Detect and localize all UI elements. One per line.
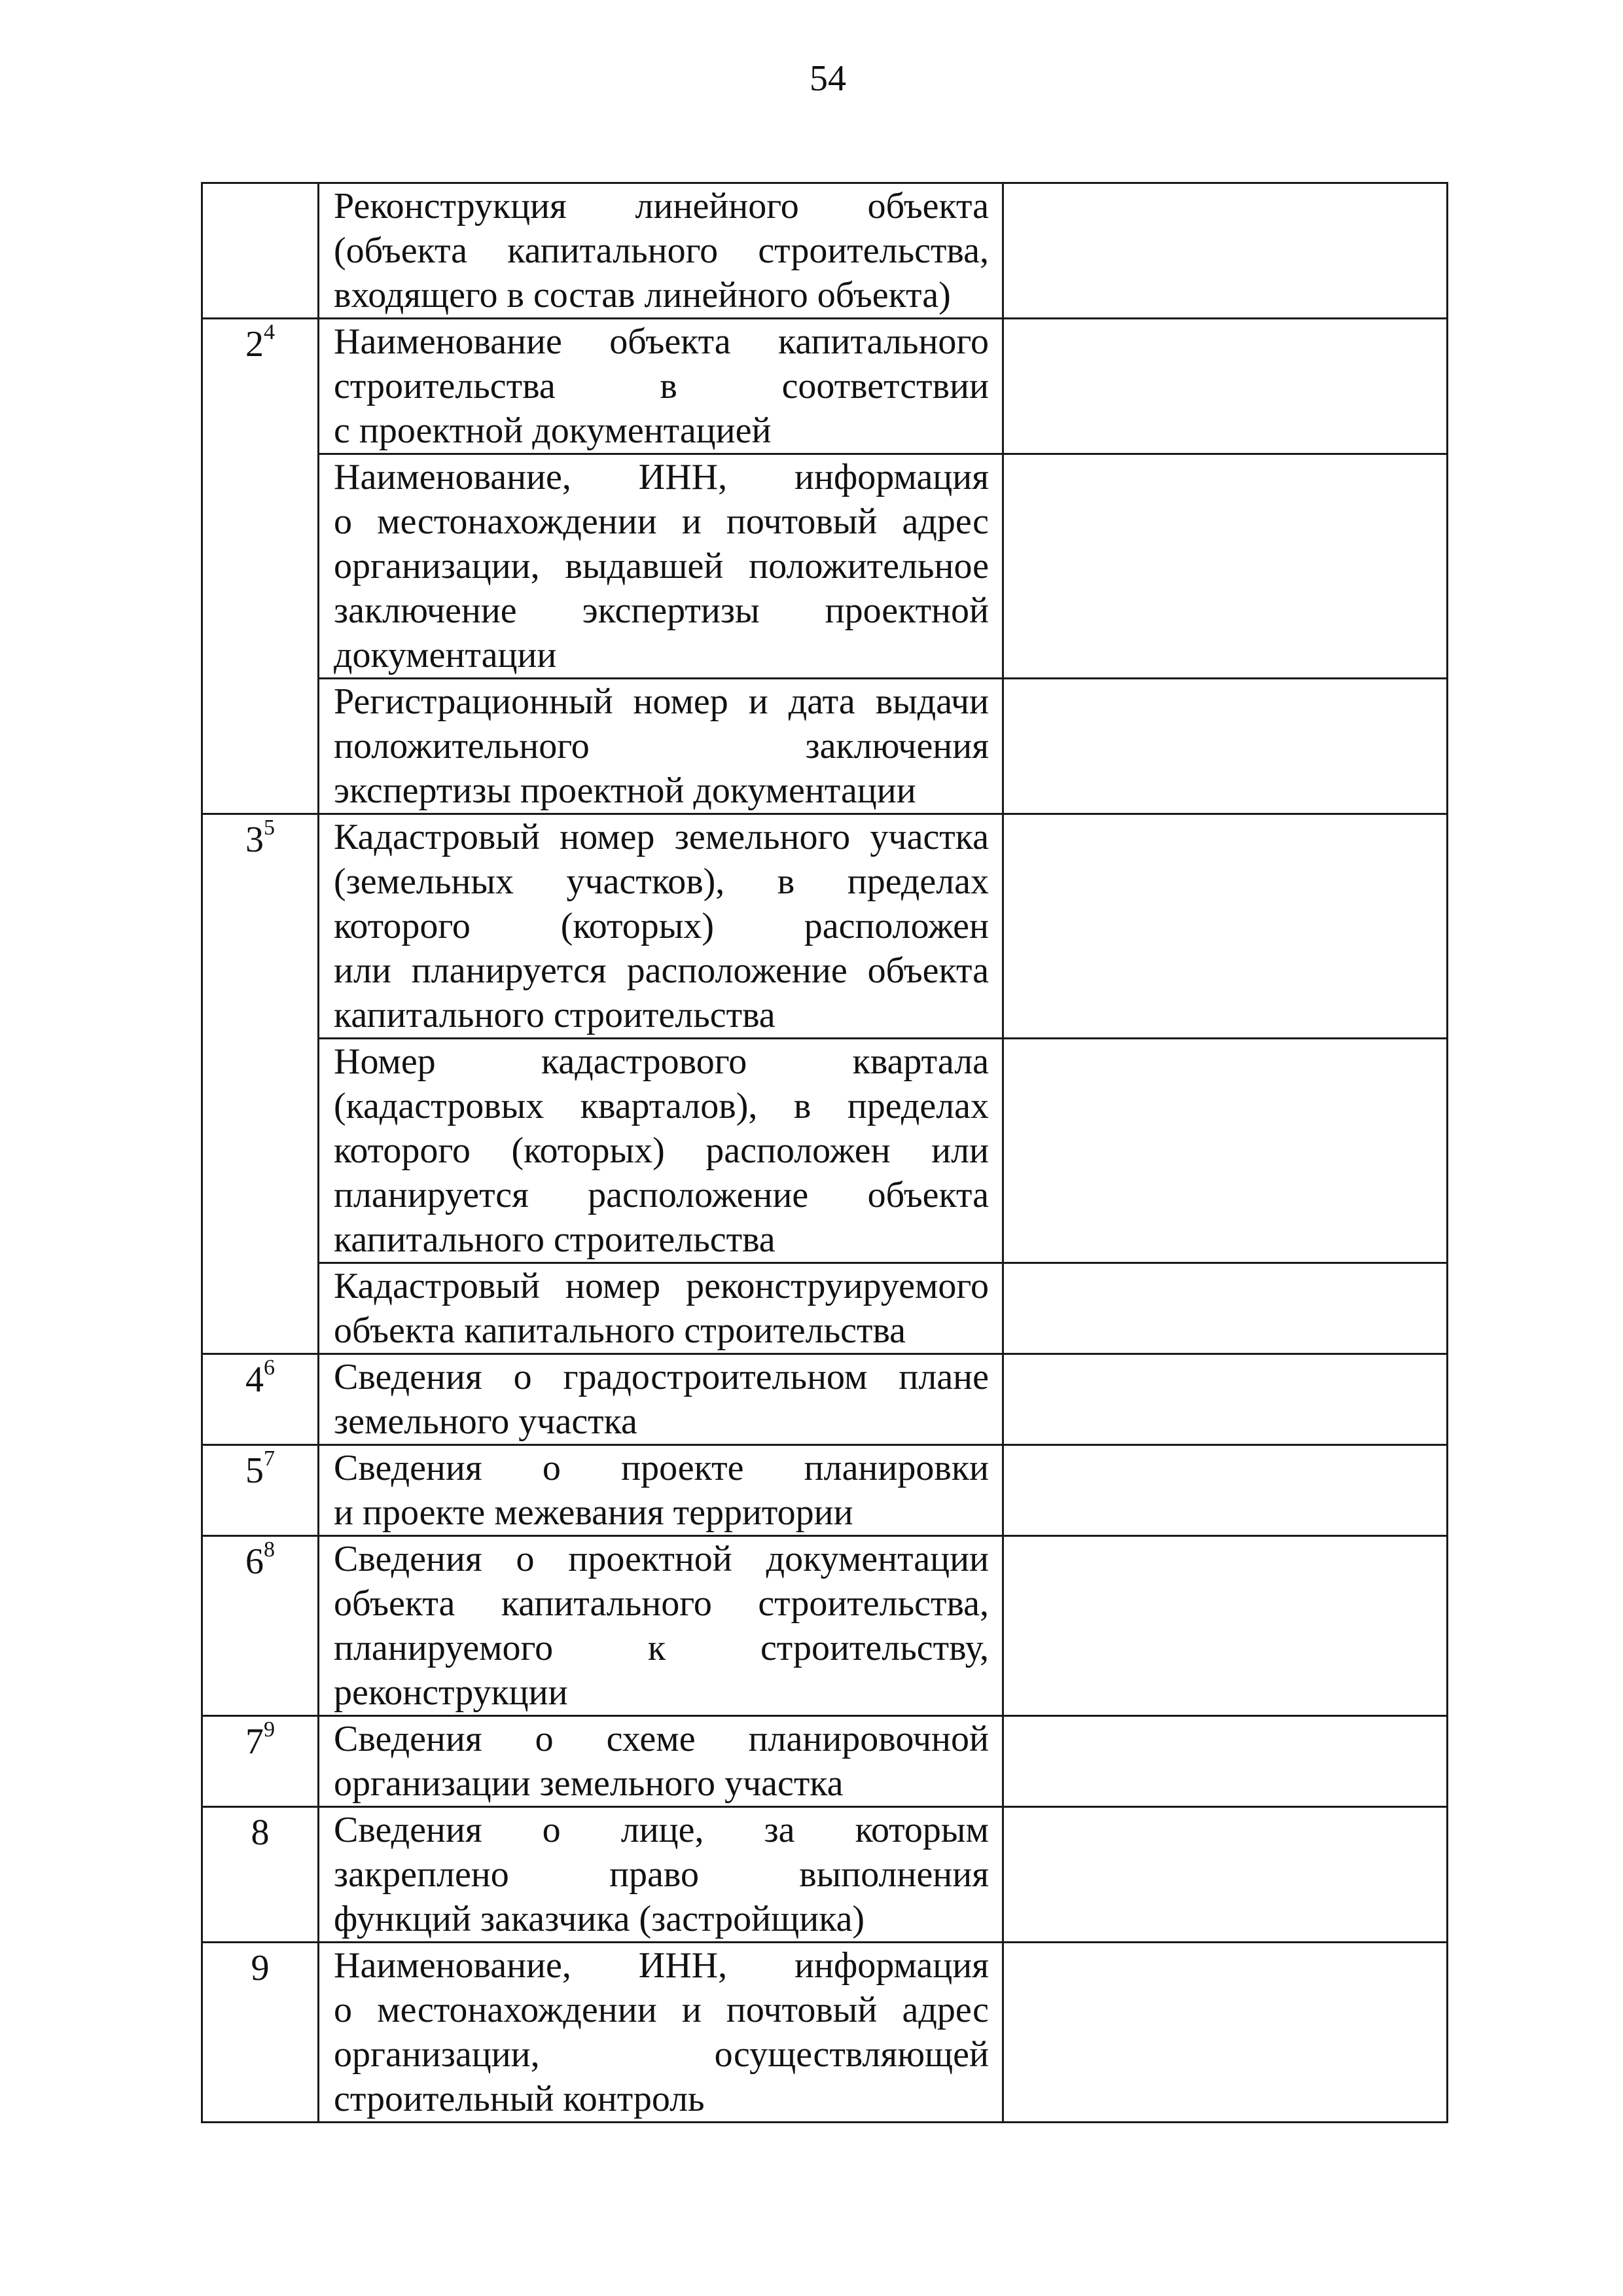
- table-row: [202, 454, 1448, 679]
- row-number-cell: [202, 814, 319, 1354]
- row-number-footnote: 6: [264, 1355, 275, 1380]
- row-value-cell[interactable]: [1003, 1536, 1448, 1716]
- row-value-cell[interactable]: [1003, 814, 1448, 1039]
- description-line: Наименование, ИНН, информация: [334, 457, 989, 497]
- row-number: 9: [251, 1948, 270, 1988]
- row-number-footnote: 4: [264, 320, 275, 345]
- page-number: 54: [810, 58, 846, 99]
- row-number-cell: [202, 1716, 319, 1807]
- row-description: [319, 183, 1003, 319]
- row-value-cell[interactable]: [1003, 1445, 1448, 1536]
- description-line: о местонахождении и почтовый адрес: [334, 1990, 989, 2030]
- row-value-cell[interactable]: [1003, 454, 1448, 679]
- row-number: 7: [245, 1721, 264, 1762]
- description-line: закреплено право выполнения: [334, 1854, 989, 1895]
- description-line: организации, осуществляющей: [334, 2034, 989, 2075]
- table-row: [202, 1445, 1448, 1536]
- description-line: организации, выдавшей положительное: [334, 546, 989, 586]
- description-line: заключение экспертизы проектной: [334, 590, 989, 631]
- row-number-footnote: 8: [264, 1537, 275, 1562]
- row-number: 3: [245, 819, 264, 860]
- row-number-footnote: 7: [264, 1446, 275, 1471]
- description-line: (земельных участков), в пределах: [334, 861, 989, 902]
- row-value-cell[interactable]: [1003, 1943, 1448, 2123]
- row-description: [319, 814, 1003, 1039]
- row-description: [319, 1536, 1003, 1716]
- description-line: Кадастровый номер земельного участка: [334, 817, 989, 857]
- description-line: Регистрационный номер и дата выдачи: [334, 681, 989, 722]
- table-row: [202, 1807, 1448, 1943]
- table-row: [202, 814, 1448, 1039]
- description-line: капитального строительства: [334, 1219, 776, 1260]
- description-line: с проектной документацией: [334, 410, 772, 451]
- row-description: [319, 1354, 1003, 1445]
- description-line: Реконструкция линейного объекта: [334, 186, 989, 226]
- row-value-cell[interactable]: [1003, 1354, 1448, 1445]
- description-line: организации земельного участка: [334, 1763, 844, 1804]
- description-line: документации: [334, 635, 557, 675]
- row-description: [319, 454, 1003, 679]
- description-line: Наименование, ИНН, информация: [334, 1945, 989, 1986]
- form-table: [201, 182, 1448, 2123]
- description-line: реконструкции: [334, 1672, 568, 1713]
- row-number-footnote: 5: [264, 816, 275, 840]
- table-row: [202, 319, 1448, 454]
- description-line: и проекте межевания территории: [334, 1492, 853, 1533]
- row-description: [319, 319, 1003, 454]
- table-row: [202, 183, 1448, 319]
- row-value-cell[interactable]: [1003, 1263, 1448, 1354]
- description-line: (объекта капитального строительства,: [334, 230, 989, 271]
- row-number-cell: [202, 1943, 319, 2123]
- description-line: капитального строительства: [334, 995, 776, 1035]
- row-number-footnote: 9: [264, 1717, 275, 1742]
- row-description: [319, 1445, 1003, 1536]
- row-number-cell: [202, 1536, 319, 1716]
- description-line: входящего в состав линейного объекта): [334, 275, 951, 315]
- row-number-cell: [202, 183, 319, 319]
- table-row: [202, 1354, 1448, 1445]
- description-line: объекта капитального строительства,: [334, 1583, 989, 1624]
- description-line: или планируется расположение объекта: [334, 950, 989, 991]
- description-line: Сведения о проекте планировки: [334, 1448, 989, 1488]
- row-description: [319, 679, 1003, 814]
- table-row: [202, 1263, 1448, 1354]
- row-value-cell[interactable]: [1003, 1039, 1448, 1263]
- description-line: о местонахождении и почтовый адрес: [334, 501, 989, 542]
- description-line: строительный контроль: [334, 2079, 705, 2119]
- table-row: [202, 1039, 1448, 1263]
- description-line: планируемого к строительству,: [334, 1628, 989, 1668]
- description-line: Кадастровый номер реконструируемого: [334, 1266, 989, 1306]
- row-value-cell[interactable]: [1003, 319, 1448, 454]
- description-line: земельного участка: [334, 1401, 637, 1442]
- row-number: 8: [251, 1812, 270, 1853]
- row-description: [319, 1943, 1003, 2123]
- description-line: Сведения о градостроительном плане: [334, 1357, 989, 1397]
- description-line: Сведения о лице, за которым: [334, 1810, 989, 1850]
- table-row: [202, 679, 1448, 814]
- row-number: 2: [245, 324, 264, 365]
- description-line: Сведения о проектной документации: [334, 1539, 989, 1579]
- description-line: Номер кадастрового квартала: [334, 1041, 989, 1082]
- row-description: [319, 1039, 1003, 1263]
- description-line: строительства в соответствии: [334, 366, 989, 406]
- description-line: положительного заключения: [334, 726, 989, 766]
- row-number-cell: [202, 319, 319, 814]
- row-value-cell[interactable]: [1003, 1716, 1448, 1807]
- description-line: которого (которых) расположен: [334, 906, 989, 946]
- row-description: [319, 1716, 1003, 1807]
- description-line: которого (которых) расположен или: [334, 1130, 989, 1171]
- row-number: 4: [245, 1359, 264, 1400]
- row-description: [319, 1263, 1003, 1354]
- description-line: (кадастровых кварталов), в пределах: [334, 1086, 989, 1126]
- row-number-cell: [202, 1807, 319, 1943]
- row-value-cell[interactable]: [1003, 183, 1448, 319]
- table-row: [202, 1716, 1448, 1807]
- row-number: 5: [245, 1450, 264, 1491]
- description-line: функций заказчика (застройщика): [334, 1899, 865, 1939]
- description-line: экспертизы проектной документации: [334, 770, 916, 811]
- table-row: [202, 1536, 1448, 1716]
- row-number-cell: [202, 1445, 319, 1536]
- description-line: планируется расположение объекта: [334, 1175, 989, 1215]
- description-line: Сведения о схеме планировочной: [334, 1719, 989, 1759]
- description-line: объекта капитального строительства: [334, 1310, 906, 1351]
- row-description: [319, 1807, 1003, 1943]
- description-line: Наименование объекта капитального: [334, 321, 989, 362]
- row-value-cell[interactable]: [1003, 1807, 1448, 1943]
- row-number: 6: [245, 1541, 264, 1582]
- row-value-cell[interactable]: [1003, 679, 1448, 814]
- table-row: [202, 1943, 1448, 2123]
- row-number-cell: [202, 1354, 319, 1445]
